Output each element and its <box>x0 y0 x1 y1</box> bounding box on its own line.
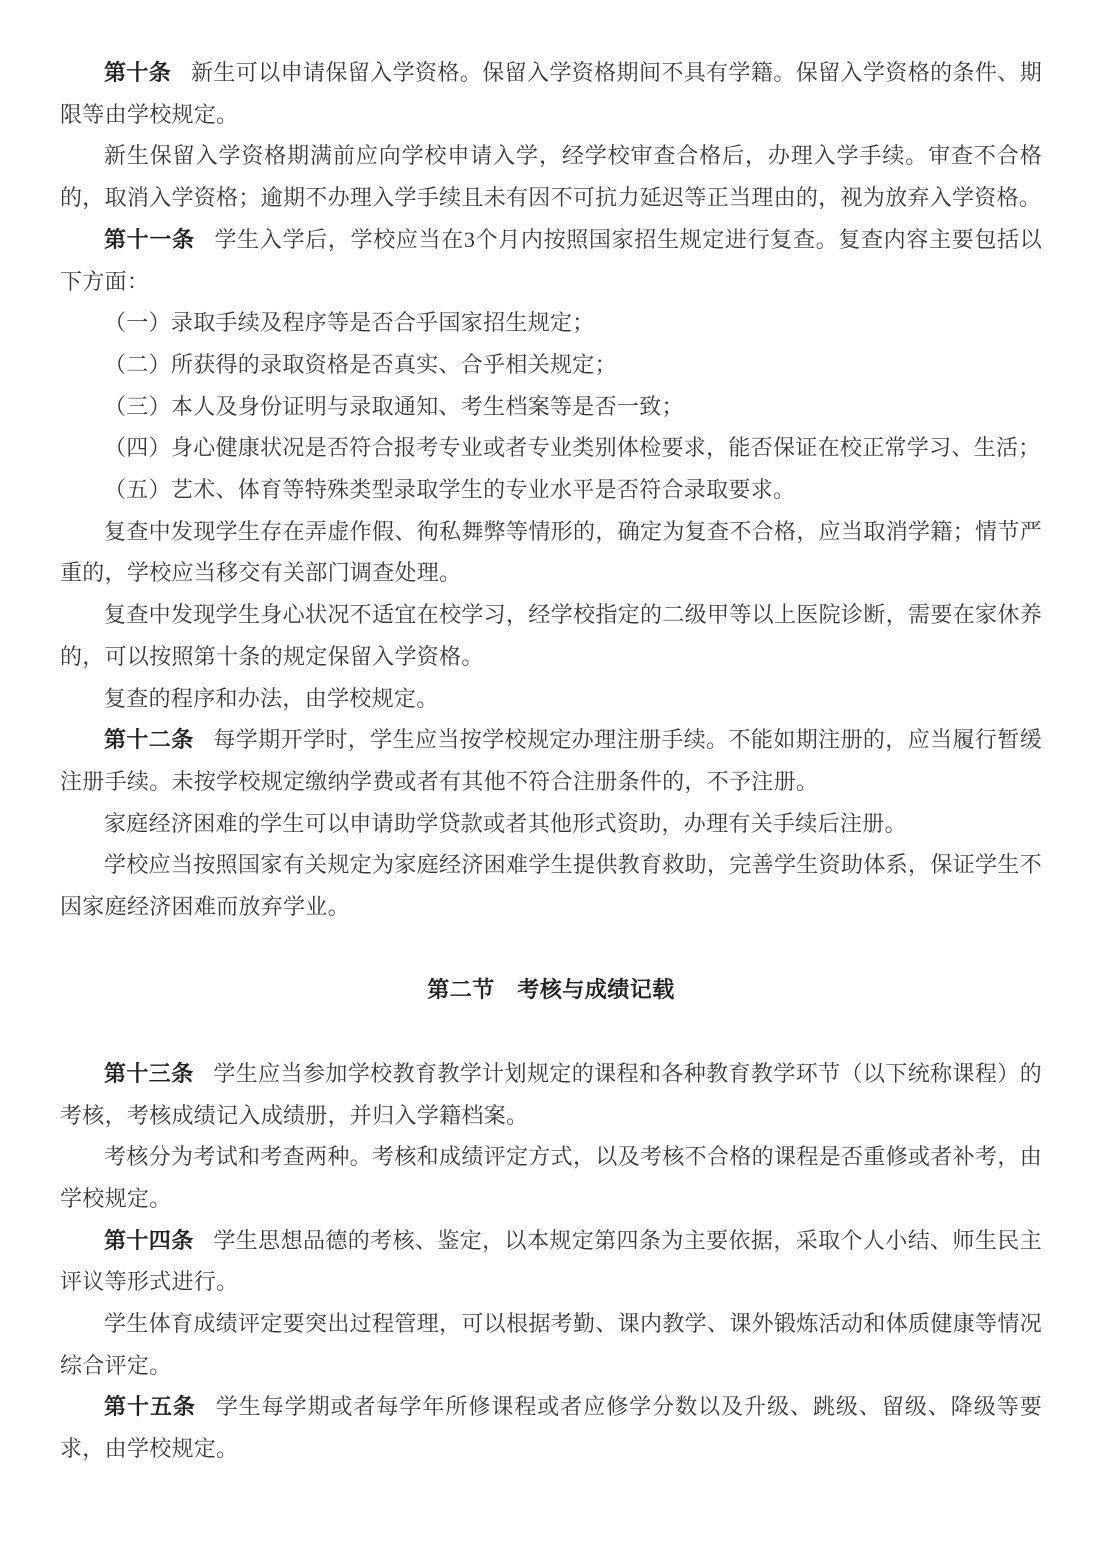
paragraph <box>60 344 1042 386</box>
paragraph-text: 复查中发现学生身心状况不适宜在校学习，经学校指定的二级甲等以上医院诊断，需要在家休养的，可以按照第十条的规定保留入学资格。 <box>60 602 1042 669</box>
paragraph <box>60 52 1042 135</box>
paragraph-text: 考核分为考试和考查两种。考核和成绩评定方式，以及考核不合格的课程是否重修或者补考，由学校规定。 <box>60 1144 1042 1211</box>
paragraph-text: 学校应当按照国家有关规定为家庭经济困难学生提供教育救助，完善学生资助体系，保证学生不因家庭经济困难而放弃学业。 <box>60 852 1042 920</box>
paragraph <box>60 1386 1042 1469</box>
paragraph <box>60 719 1042 802</box>
paragraph-text: （四）身心健康状况是否符合报考专业或者专业类别体检要求，能否保证在校正常学习、生活； <box>104 435 1041 461</box>
paragraph-text: 学生体育成绩评定要突出过程管理，可以根据考勤、课内教学、课外锻炼活动和体质健康等情况综合评定。 <box>60 1311 1042 1378</box>
paragraph <box>60 469 1042 511</box>
article-number: 第十三条 <box>104 1060 194 1086</box>
paragraph <box>60 302 1042 344</box>
paragraph-text: 学生入学后，学校应当在3个月内按照国家招生规定进行复查。复查内容主要包括以下方面： <box>60 226 1043 294</box>
paragraph-text: （二）所获得的录取资格是否真实、合乎相关规定； <box>104 351 617 377</box>
paragraph-text: 学生每学期或者每学年所修课程或者应修学分数以及升级、跳级、留级、降级等要求，由学校规定。 <box>60 1394 1042 1462</box>
paragraph-text: （五）艺术、体育等特殊类型录取学生的专业水平是否符合录取要求。 <box>104 477 796 503</box>
paragraph <box>60 844 1042 927</box>
article-number: 第十五条 <box>104 1394 196 1420</box>
paragraph-text: 家庭经济困难的学生可以申请助学贷款或者其他形式资助，办理有关手续后注册。 <box>104 810 907 836</box>
paragraph-text: （三）本人及身份证明与录取通知、考生档案等是否一致； <box>104 393 684 419</box>
article-number: 第十二条 <box>104 727 194 753</box>
article-number: 第十一条 <box>104 226 195 252</box>
article-number: 第十条 <box>104 60 172 85</box>
article-number: 第十四条 <box>104 1227 194 1253</box>
paragraph <box>60 386 1042 428</box>
paragraph <box>60 427 1042 469</box>
paragraph-text: 每学期开学时，学生应当按学校规定办理注册手续。不能如期注册的，应当履行暂缓注册手续。未按学校规定缴纳学费或者有其他不符合注册条件的，不予注册。 <box>60 727 1042 794</box>
paragraph-text: 学生思想品德的考核、鉴定，以本规定第四条为主要依据，采取个人小结、师生民主评议等形式进行。 <box>60 1227 1042 1295</box>
paragraph-text: 学生应当参加学校教育教学计划规定的课程和各种教育教学环节（以下统称课程）的考核，考核成绩记入成绩册，并归入学籍档案。 <box>60 1060 1042 1128</box>
paragraph <box>60 135 1042 218</box>
paragraph <box>60 1303 1042 1386</box>
paragraph <box>60 594 1042 677</box>
paragraph <box>60 678 1042 720</box>
paragraph-text: 复查的程序和办法，由学校规定。 <box>104 685 439 711</box>
paragraph <box>60 1220 1042 1303</box>
paragraph-text: （一）录取手续及程序等是否合乎国家招生规定； <box>104 310 595 336</box>
paragraph-text: 新生可以申请保留入学资格。保留入学资格期间不具有学籍。保留入学资格的条件、期限等由学校规定。 <box>60 60 1043 127</box>
paragraph-text: 新生保留入学资格期满前应向学校申请入学，经学校审查合格后，办理入学手续。审查不合格的，取消入学资格；逾期不办理入学手续且未有因不可抗力延迟等正当理由的，视为放弃入学资格。 <box>60 143 1042 211</box>
section-heading: 第二节 考核与成绩记载 <box>427 977 675 1003</box>
paragraph <box>60 1136 1042 1219</box>
paragraph <box>60 803 1042 845</box>
paragraph <box>60 1053 1042 1136</box>
paragraph-text: 复查中发现学生存在弄虚作假、徇私舞弊等情形的，确定为复查不合格，应当取消学籍；情节严重的，学校应当移交有关部门调查处理。 <box>60 518 1042 586</box>
paragraph <box>60 511 1042 594</box>
paragraph <box>60 219 1042 302</box>
